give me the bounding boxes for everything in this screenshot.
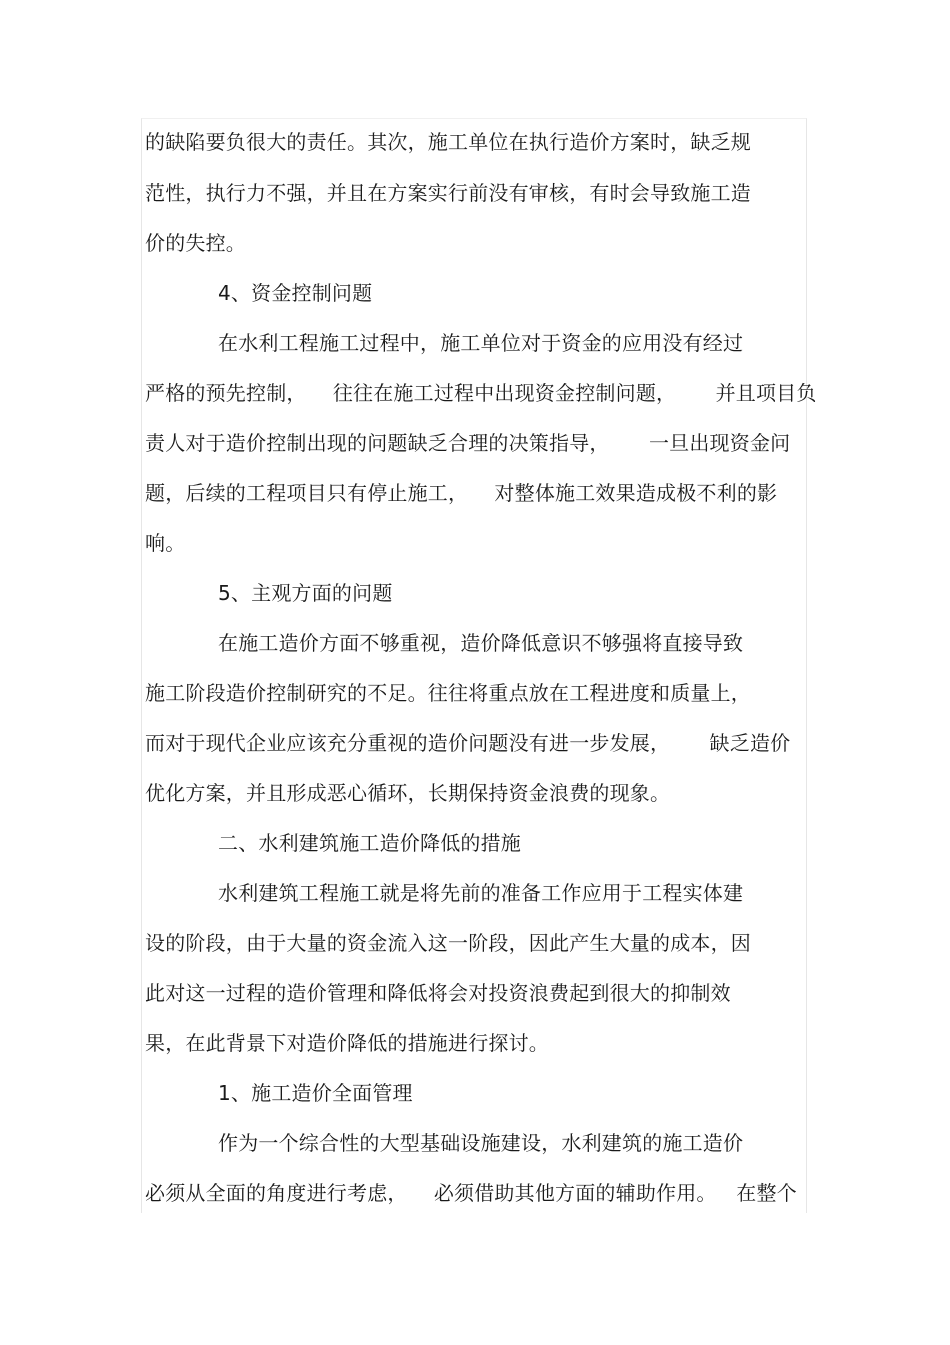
text-line: 响。 xyxy=(145,531,186,555)
text-line: 题，后续的工程项目只有停止施工， 对整体施工效果造成极不利的影 xyxy=(145,481,778,505)
section-heading: 1、施工造价全面管理 xyxy=(218,1081,413,1105)
text-line: 而对于现代企业应该充分重视的造价问题没有进一步发展， 缺乏造价 xyxy=(145,731,791,755)
text-line: 果，在此背景下对造价降低的措施进行探讨。 xyxy=(145,1031,549,1055)
text-line: 此对这一过程的造价管理和降低将会对投资浪费起到很大的抑制效 xyxy=(145,981,731,1005)
text-line: 设的阶段，由于大量的资金流入这一阶段，因此产生大量的成本，因 xyxy=(145,931,751,955)
text-line: 施工阶段造价控制研究的不足。往往将重点放在工程进度和质量上， xyxy=(145,681,751,705)
text-line: 优化方案，并且形成恶心循环，长期保持资金浪费的现象。 xyxy=(145,781,671,805)
text-line: 严格的预先控制， 往往在施工过程中出现资金控制问题， 并且项目负 xyxy=(145,381,817,405)
text-line: 范性，执行力不强，并且在方案实行前没有审核，有时会导致施工造 xyxy=(145,181,751,205)
text-line: 水利建筑工程施工就是将先前的准备工作应用于工程实体建 xyxy=(218,881,744,905)
text-line: 责人对于造价控制出现的问题缺乏合理的决策指导， 一旦出现资金问 xyxy=(145,431,791,455)
text-line: 必须从全面的角度进行考虑， 必须借助其他方面的辅助作用。 在整个 xyxy=(145,1181,797,1205)
section-heading: 二、水利建筑施工造价降低的措施 xyxy=(218,831,521,855)
text-line: 在水利工程施工过程中，施工单位对于资金的应用没有经过 xyxy=(218,331,744,355)
text-line: 在施工造价方面不够重视，造价降低意识不够强将直接导致 xyxy=(218,631,744,655)
text-line: 的缺陷要负很大的责任。其次，施工单位在执行造价方案时，缺乏规 xyxy=(145,130,751,154)
text-line: 价的失控。 xyxy=(145,231,246,255)
text-line: 作为一个综合性的大型基础设施建设，水利建筑的施工造价 xyxy=(218,1131,744,1155)
section-heading: 4、资金控制问题 xyxy=(218,281,373,305)
section-heading: 5、主观方面的问题 xyxy=(218,581,393,605)
